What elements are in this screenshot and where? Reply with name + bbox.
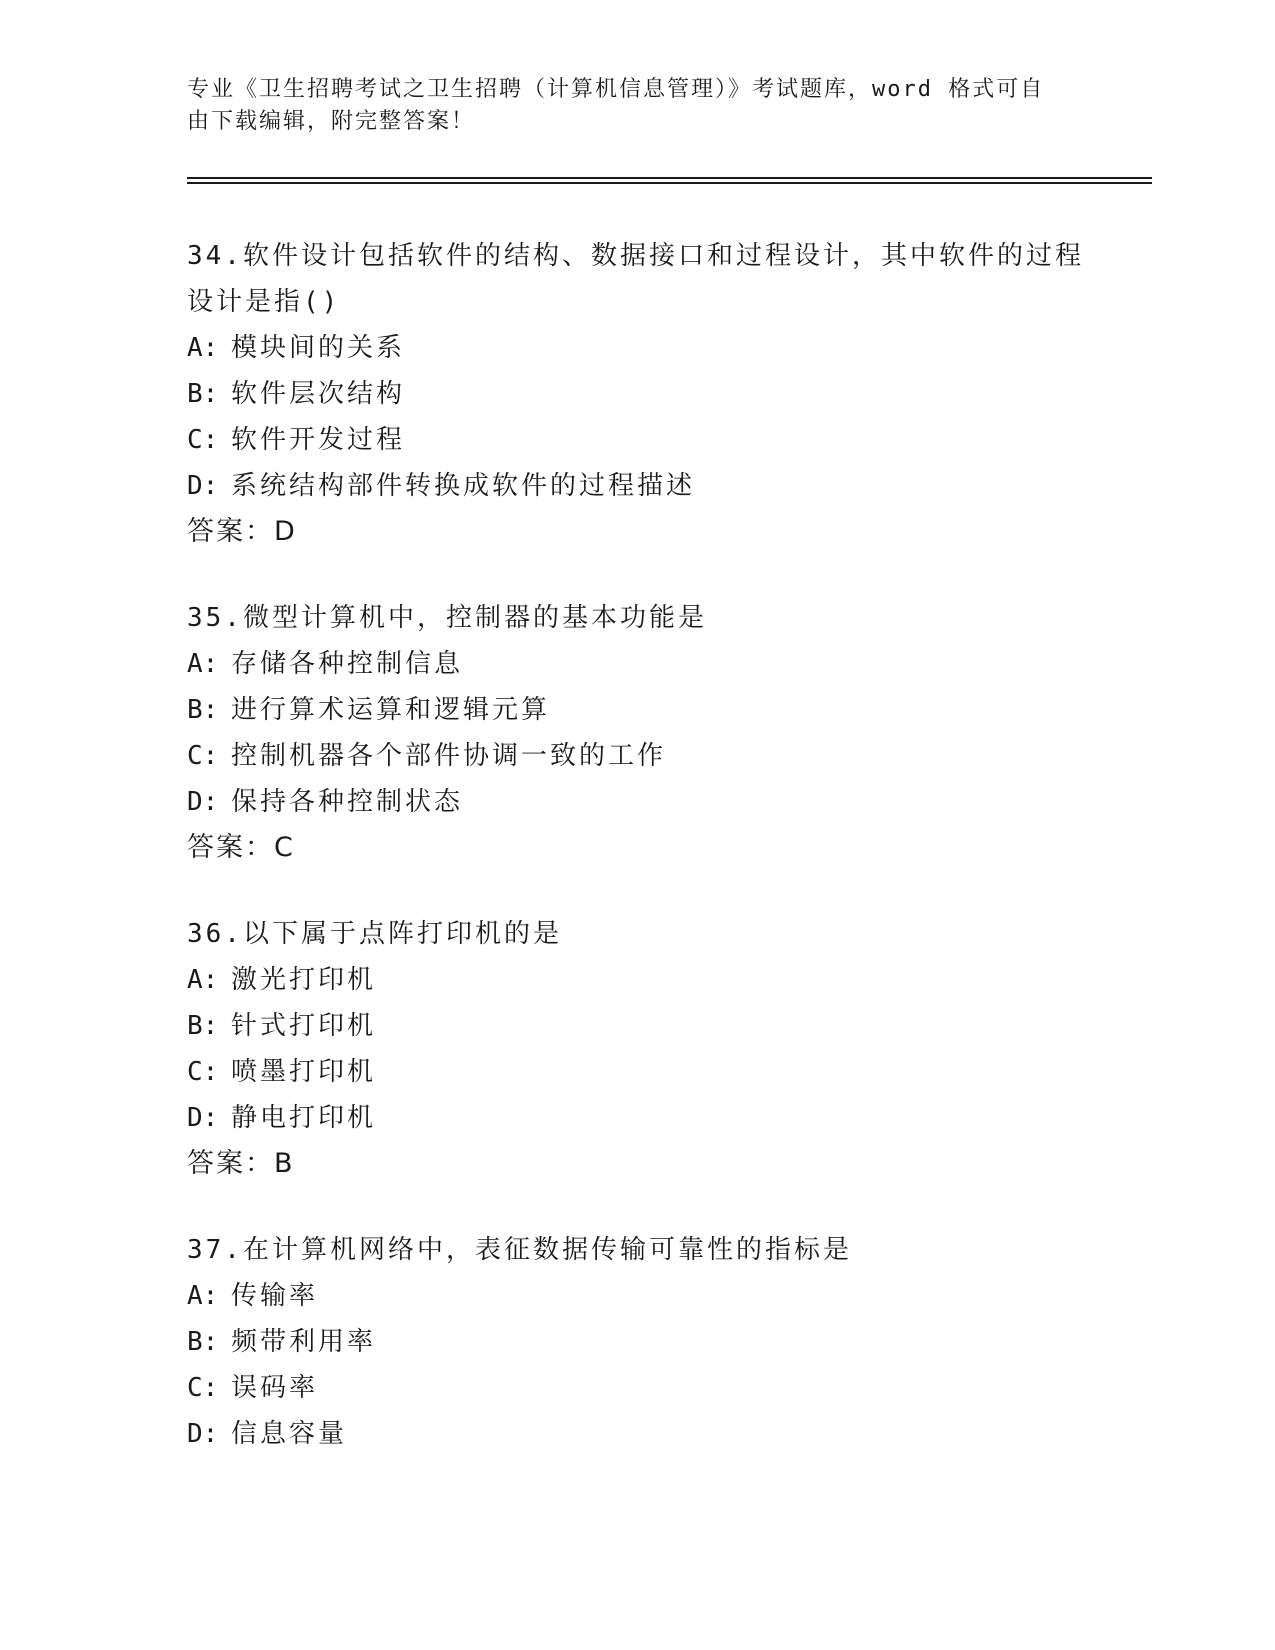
option-letter: D: bbox=[187, 787, 219, 817]
option-letter: D: bbox=[187, 1419, 219, 1449]
option-text: 激光打印机 bbox=[231, 965, 377, 995]
option-letter: A: bbox=[187, 1281, 219, 1311]
option-letter: D: bbox=[187, 1103, 219, 1133]
option-b bbox=[187, 1319, 1087, 1365]
option-d bbox=[187, 463, 1087, 509]
option-text: 保持各种控制状态 bbox=[231, 787, 464, 817]
option-letter: D: bbox=[187, 471, 219, 501]
header-line-1: 专业《卫生招聘考试之卫生招聘（计算机信息管理）》考试题库，word 格式可自 bbox=[187, 77, 1045, 102]
option-d bbox=[187, 1411, 1087, 1457]
option-letter: B: bbox=[187, 1011, 219, 1041]
option-c bbox=[187, 417, 1087, 463]
option-a bbox=[187, 641, 1087, 687]
option-text: 传输率 bbox=[231, 1281, 319, 1311]
option-c bbox=[187, 1365, 1087, 1411]
option-letter: B: bbox=[187, 1327, 219, 1357]
option-c bbox=[187, 733, 1087, 779]
option-a bbox=[187, 325, 1087, 371]
option-text: 系统结构部件转换成软件的过程描述 bbox=[231, 471, 696, 501]
option-b bbox=[187, 371, 1087, 417]
option-letter: B: bbox=[187, 379, 219, 409]
question-stem: 37.在计算机网络中，表征数据传输可靠性的指标是 bbox=[187, 1235, 852, 1265]
option-text: 误码率 bbox=[231, 1373, 319, 1403]
option-letter: B: bbox=[187, 695, 219, 725]
option-a bbox=[187, 1273, 1087, 1319]
option-letter: A: bbox=[187, 965, 219, 995]
option-text: 频带利用率 bbox=[231, 1327, 377, 1357]
option-text: 模块间的关系 bbox=[231, 333, 406, 363]
question-item bbox=[187, 1227, 1087, 1457]
option-text: 软件层次结构 bbox=[231, 379, 406, 409]
header-divider-bottom bbox=[187, 182, 1152, 184]
answer-line: 答案：D bbox=[187, 516, 297, 547]
question-item bbox=[187, 595, 1087, 871]
header-line-2: 由下载编辑，附完整答案！ bbox=[187, 109, 476, 134]
answer-line: 答案：C bbox=[187, 832, 295, 863]
option-letter: A: bbox=[187, 649, 219, 679]
option-text: 软件开发过程 bbox=[231, 425, 406, 455]
option-text: 针式打印机 bbox=[231, 1011, 377, 1041]
option-letter: A: bbox=[187, 333, 219, 363]
option-text: 喷墨打印机 bbox=[231, 1057, 377, 1087]
option-text: 存储各种控制信息 bbox=[231, 649, 464, 679]
question-item bbox=[187, 233, 1087, 555]
question-item bbox=[187, 911, 1087, 1187]
question-stem: 35.微型计算机中，控制器的基本功能是 bbox=[187, 603, 707, 633]
option-b bbox=[187, 687, 1087, 733]
option-text: 信息容量 bbox=[231, 1419, 348, 1449]
question-list bbox=[187, 233, 1087, 1497]
option-a bbox=[187, 957, 1087, 1003]
header-divider-top bbox=[187, 177, 1152, 179]
option-letter: C: bbox=[187, 741, 219, 771]
option-letter: C: bbox=[187, 425, 219, 455]
option-c bbox=[187, 1049, 1087, 1095]
option-text: 进行算术运算和逻辑元算 bbox=[231, 695, 551, 725]
option-text: 控制机器各个部件协调一致的工作 bbox=[231, 741, 667, 771]
option-letter: C: bbox=[187, 1057, 219, 1087]
option-d bbox=[187, 1095, 1087, 1141]
question-stem: 36.以下属于点阵打印机的是 bbox=[187, 919, 562, 949]
option-b bbox=[187, 1003, 1087, 1049]
question-stem: 34.软件设计包括软件的结构、数据接口和过程设计，其中软件的过程设计是指() bbox=[187, 241, 1084, 317]
answer-line: 答案：B bbox=[187, 1148, 295, 1179]
option-text: 静电打印机 bbox=[231, 1103, 377, 1133]
option-letter: C: bbox=[187, 1373, 219, 1403]
option-d bbox=[187, 779, 1087, 825]
document-header bbox=[187, 74, 1067, 138]
